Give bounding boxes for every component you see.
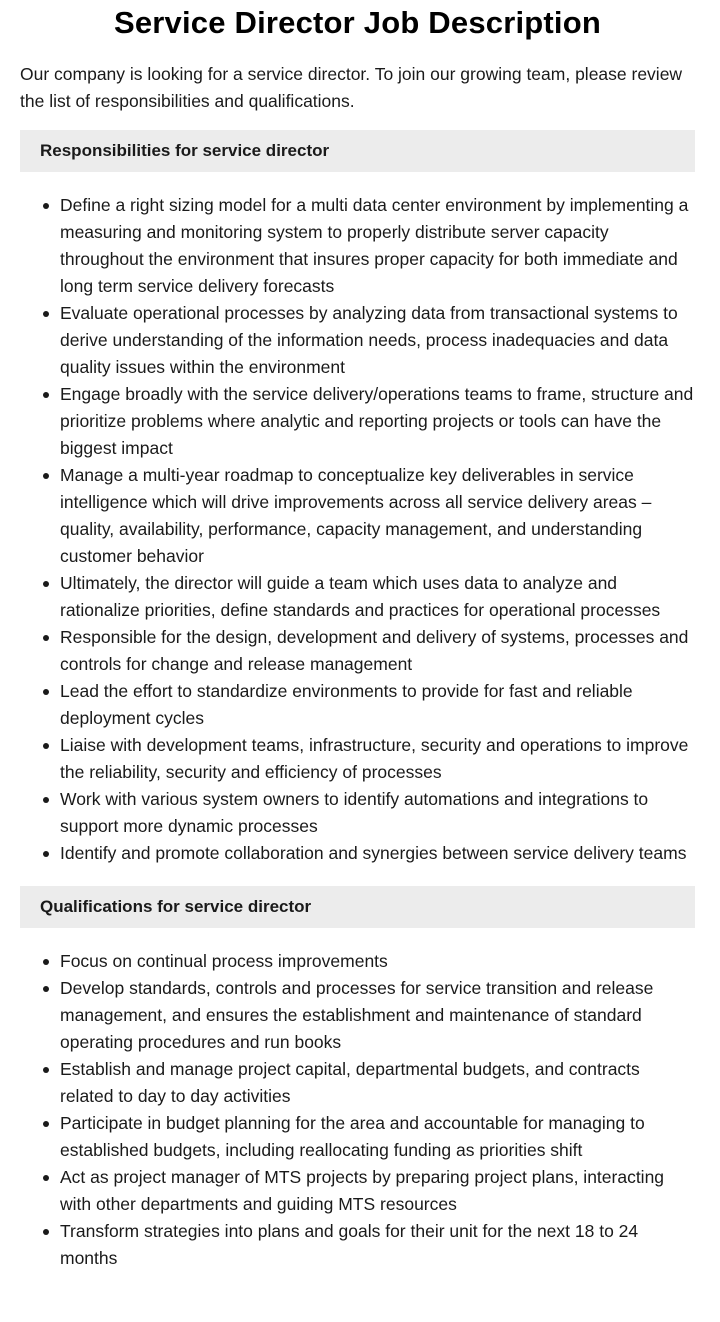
list-item: Define a right sizing model for a multi data center environment by implementing a measuring and monitoring system to properly distribute server capacity throughout the environment that insures proper capacity for both immediate and long term service delivery forecasts <box>60 192 695 300</box>
list-item: Engage broadly with the service delivery/operations teams to frame, structure and prioritize problems where analytic and reporting projects or tools can have the biggest impact <box>60 381 695 462</box>
qualifications-list <box>20 948 695 1272</box>
list-item: Responsible for the design, development and delivery of systems, processes and controls for change and release management <box>60 624 695 678</box>
list-item: Identify and promote collaboration and synergies between service delivery teams <box>60 840 695 867</box>
qualifications-heading: Qualifications for service director <box>20 886 695 928</box>
list-item: Participate in budget planning for the area and accountable for managing to established budgets, including reallocating funding as priorities shift <box>60 1110 695 1164</box>
responsibilities-heading: Responsibilities for service director <box>20 130 695 172</box>
list-item: Liaise with development teams, infrastructure, security and operations to improve the reliability, security and efficiency of processes <box>60 732 695 786</box>
list-item: Ultimately, the director will guide a team which uses data to analyze and rationalize priorities, define standards and practices for operational processes <box>60 570 695 624</box>
list-item: Evaluate operational processes by analyzing data from transactional systems to derive understanding of the information needs, process inadequacies and data quality issues within the environment <box>60 300 695 381</box>
list-item: Work with various system owners to identify automations and integrations to support more dynamic processes <box>60 786 695 840</box>
list-item: Establish and manage project capital, departmental budgets, and contracts related to day to day activities <box>60 1056 695 1110</box>
list-item: Lead the effort to standardize environments to provide for fast and reliable deployment cycles <box>60 678 695 732</box>
list-item: Manage a multi-year roadmap to conceptualize key deliverables in service intelligence which will drive improvements across all service delivery areas – quality, availability, performance, capacity management, and understanding customer behavior <box>60 462 695 570</box>
responsibilities-list <box>20 192 695 867</box>
list-item: Focus on continual process improvements <box>60 948 695 975</box>
list-item: Develop standards, controls and processes for service transition and release management, and ensures the establishment and maintenance of standard operating procedures and run books <box>60 975 695 1056</box>
list-item: Transform strategies into plans and goals for their unit for the next 18 to 24 months <box>60 1218 695 1272</box>
page-title: Service Director Job Description <box>113 5 602 40</box>
list-item: Act as project manager of MTS projects by preparing project plans, interacting with other departments and guiding MTS resources <box>60 1164 695 1218</box>
intro-paragraph: Our company is looking for a service director. To join our growing team, please review the list of responsibilities and qualifications. <box>20 64 683 111</box>
